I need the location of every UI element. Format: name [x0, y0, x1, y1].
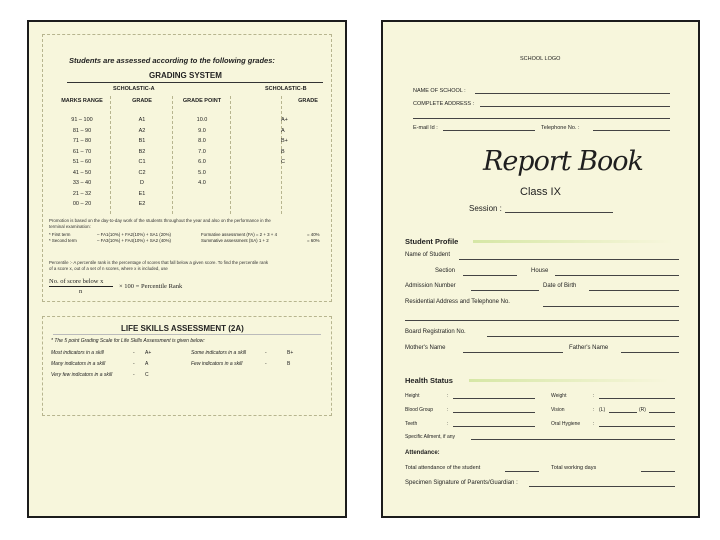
grade-row — [53, 200, 231, 211]
grade-point-cell: 6.0 — [198, 159, 206, 165]
life-skills-title: LIFE SKILLS ASSESSMENT (2A) — [121, 324, 244, 333]
skill-desc: Some indicators in a skill — [191, 350, 247, 356]
skill-grade: C — [145, 372, 149, 378]
fraction-bar — [49, 286, 113, 287]
grade-b-cell: A+ — [281, 117, 288, 123]
admission-number-label: Admission Number — [405, 283, 456, 289]
grading-system-title: GRADING SYSTEM — [149, 71, 222, 80]
skill-grade: B — [287, 361, 291, 367]
grade-row — [53, 169, 231, 180]
colon: : — [447, 393, 449, 399]
session-label: Session : — [469, 204, 502, 213]
dob-line — [589, 290, 679, 291]
student-name-line — [459, 259, 679, 260]
heading-bar — [473, 240, 673, 243]
mother-name-label: Mother's Name — [405, 345, 446, 351]
class-label: Class IX — [520, 186, 561, 198]
house-line — [555, 275, 679, 276]
first-term-assessment: Formative assessment (FA) = 2 + 3 + 4 — [201, 232, 278, 237]
father-name-label: Father's Name — [569, 345, 609, 351]
scholastic-a-label: SCHOLASTIC-A — [113, 86, 155, 92]
grade-cell: E2 — [138, 201, 146, 207]
marks-range-cell: 61 – 70 — [72, 148, 92, 155]
complete-address-label: COMPLETE ADDRESS : — [413, 101, 475, 107]
email-line — [443, 130, 535, 131]
formula-numerator: No. of score below x — [49, 278, 104, 285]
marks-range-cell: 33 – 40 — [72, 180, 92, 186]
marks-range-cell: 00 – 20 — [72, 201, 92, 207]
vision-right-line — [649, 412, 675, 413]
percentile-text-2: of a score x, out of a set of n scores, where x is included, use — [49, 266, 168, 271]
skill-grade: A+ — [145, 350, 152, 356]
session-line — [505, 212, 613, 213]
scholastic-b-column — [281, 96, 333, 214]
skill-dash: - — [265, 361, 267, 367]
board-registration-label: Board Registration No. — [405, 329, 466, 335]
oral-hygiene-label: Oral Hygiene — [551, 421, 581, 427]
second-term-formula: – FA3(10%) + FA4(10%) + SA2 (40%) — [97, 238, 171, 243]
total-working-days-label: Total working days — [551, 465, 597, 471]
vision-right-label: (R) — [639, 407, 646, 413]
weight-line — [599, 398, 675, 399]
name-of-school-line — [475, 93, 670, 94]
height-label: Height — [405, 393, 420, 399]
skill-desc: Many indicators in a skill — [51, 361, 106, 367]
second-term-percent: = 60% — [307, 238, 320, 243]
name-of-school-label: NAME OF SCHOOL : — [413, 88, 466, 94]
grade-row — [53, 127, 231, 138]
second-term-assessment: Summative assessment (SA) 1 + 2 — [201, 238, 269, 243]
email-label: E-mail Id : — [413, 125, 438, 131]
skill-dash: - — [265, 350, 267, 356]
first-term-label: * First term — [49, 232, 71, 237]
report-book-title: Report Book — [483, 146, 643, 177]
grade-point-header: GRADE POINT — [182, 98, 222, 104]
address-line-2 — [413, 118, 670, 119]
grade-cell: B1 — [138, 138, 146, 144]
grade-b-cell: B — [281, 148, 285, 155]
specimen-signature-label: Specimen Signature of Parents/Guardian : — [405, 480, 518, 486]
grade-point-cell: 5.0 — [198, 169, 206, 176]
grading-intro: Students are assessed according to the following grades: — [69, 56, 275, 65]
grade-point-cell: 4.0 — [198, 180, 206, 186]
grade-cell: C2 — [138, 169, 146, 176]
grade-point-cell: 8.0 — [198, 138, 206, 144]
oral-hygiene-line — [599, 426, 675, 427]
telephone-label: Telephone No. : — [541, 125, 580, 131]
formula-denominator: n — [79, 288, 83, 295]
skill-desc: Very few indicators in a skill — [51, 372, 113, 378]
grade-row — [53, 179, 231, 190]
total-working-days-line — [641, 471, 675, 472]
marks-range-cell: 71 – 80 — [72, 138, 92, 144]
height-line — [453, 398, 535, 399]
skill-dash: - — [133, 372, 135, 378]
residential-label: Residential Address and Telephone No. — [405, 299, 510, 305]
skill-grade: B+ — [287, 350, 294, 356]
attendance-heading: Attendance: — [405, 450, 440, 456]
skill-desc: Few indicators in a skill — [191, 361, 243, 367]
vision-left-line — [609, 412, 637, 413]
grade-b-cell: A — [281, 127, 285, 134]
formula-result: × 100 = Percentile Rank — [119, 283, 183, 290]
residential-line-1 — [543, 306, 679, 307]
skill-grade: A — [145, 361, 149, 367]
grade-b-cell: B+ — [281, 138, 288, 144]
grade-point-cell: 10.0 — [196, 117, 208, 123]
heading-bar — [469, 379, 669, 382]
grade-cell: A1 — [138, 117, 146, 123]
grade-cell: C1 — [138, 159, 146, 165]
marks-range-cell: 81 – 90 — [72, 127, 92, 134]
grade-b-cell: C — [281, 159, 285, 165]
promotion-text-1: Promotion is based on the day-to-day work of the students throughout the year and also on the performance in the — [49, 218, 271, 223]
board-registration-line — [487, 336, 679, 337]
blood-group-label: Blood Group — [405, 407, 434, 413]
grade-b-header: GRADE — [298, 98, 318, 104]
colon: : — [593, 407, 595, 413]
residential-line-2 — [405, 320, 679, 321]
colon: : — [593, 421, 595, 427]
grade-row — [53, 158, 231, 169]
section-line — [463, 275, 517, 276]
total-attendance-label: Total attendance of the student — [405, 465, 481, 471]
colon: : — [447, 407, 449, 413]
skill-desc: Most indicators in a skill — [51, 350, 104, 356]
promotion-text-2: terminal examination: — [49, 224, 91, 229]
report-book-cover-page — [381, 20, 700, 518]
mother-name-line — [463, 352, 563, 353]
colon: : — [447, 421, 449, 427]
teeth-line — [453, 426, 535, 427]
skill-dash: - — [133, 350, 135, 356]
marks-range-cell: 41 – 50 — [72, 169, 92, 176]
section-label: Section — [435, 268, 456, 274]
specimen-signature-line — [529, 486, 675, 487]
first-term-formula: – FA1(10%) + FA2(10%) + SA1 (20%) — [97, 232, 171, 237]
total-attendance-line — [505, 471, 539, 472]
grade-point-cell: 9.0 — [198, 127, 206, 134]
grade-row — [53, 148, 231, 159]
telephone-line — [593, 130, 670, 131]
house-label: House — [531, 268, 549, 274]
marks-range-cell: 21 – 32 — [72, 190, 92, 197]
second-term-label: * Second term — [49, 238, 77, 243]
specific-ailment-label: Specific Ailment, if any — [405, 434, 456, 440]
school-logo-placeholder: SCHOOL LOGO — [520, 56, 561, 62]
weight-label: Weight — [551, 393, 567, 399]
grade-row — [53, 116, 231, 127]
student-name-label: Name of Student — [405, 252, 451, 258]
marks-range-cell: 51 – 60 — [72, 159, 92, 165]
address-line-1 — [480, 106, 670, 107]
life-skills-note: * The 5 point Grading Scale for Life Skills Assessment is given below: — [51, 338, 205, 344]
grade-cell: A2 — [138, 127, 146, 134]
grading-system-page — [27, 20, 347, 518]
scholastic-b-label: SCHOLASTIC-B — [265, 86, 307, 92]
grade-header: GRADE — [132, 98, 152, 104]
dob-label: Date of Birth — [543, 283, 577, 289]
colon: : — [593, 393, 595, 399]
grade-row — [53, 137, 231, 148]
teeth-label: Teeth — [405, 421, 418, 427]
percentile-text-1: Percentile :- A percentile rank is the percentage of scores that fall below a given score. To find the percentile rank — [49, 260, 269, 265]
grade-point-cell: 7.0 — [198, 148, 206, 155]
father-name-line — [621, 352, 679, 353]
grade-row — [53, 190, 231, 201]
marks-range-header: MARKS RANGE — [61, 98, 103, 104]
marks-range-cell: 91 – 100 — [71, 117, 93, 123]
grade-cell: E1 — [138, 190, 146, 197]
vision-left-label: (L) — [599, 407, 606, 413]
vision-label: Vision — [551, 407, 565, 413]
specific-ailment-line — [471, 439, 675, 440]
first-term-percent: = 40% — [307, 232, 320, 237]
grade-cell: D — [140, 180, 144, 186]
student-profile-heading: Student Profile — [405, 237, 459, 246]
skill-dash: - — [133, 361, 135, 367]
blood-group-line — [453, 412, 535, 413]
life-skills-rule — [53, 334, 321, 335]
health-status-heading: Health Status — [405, 376, 453, 385]
admission-number-line — [471, 290, 539, 291]
title-rule — [67, 82, 323, 83]
grade-cell: B2 — [138, 148, 146, 155]
